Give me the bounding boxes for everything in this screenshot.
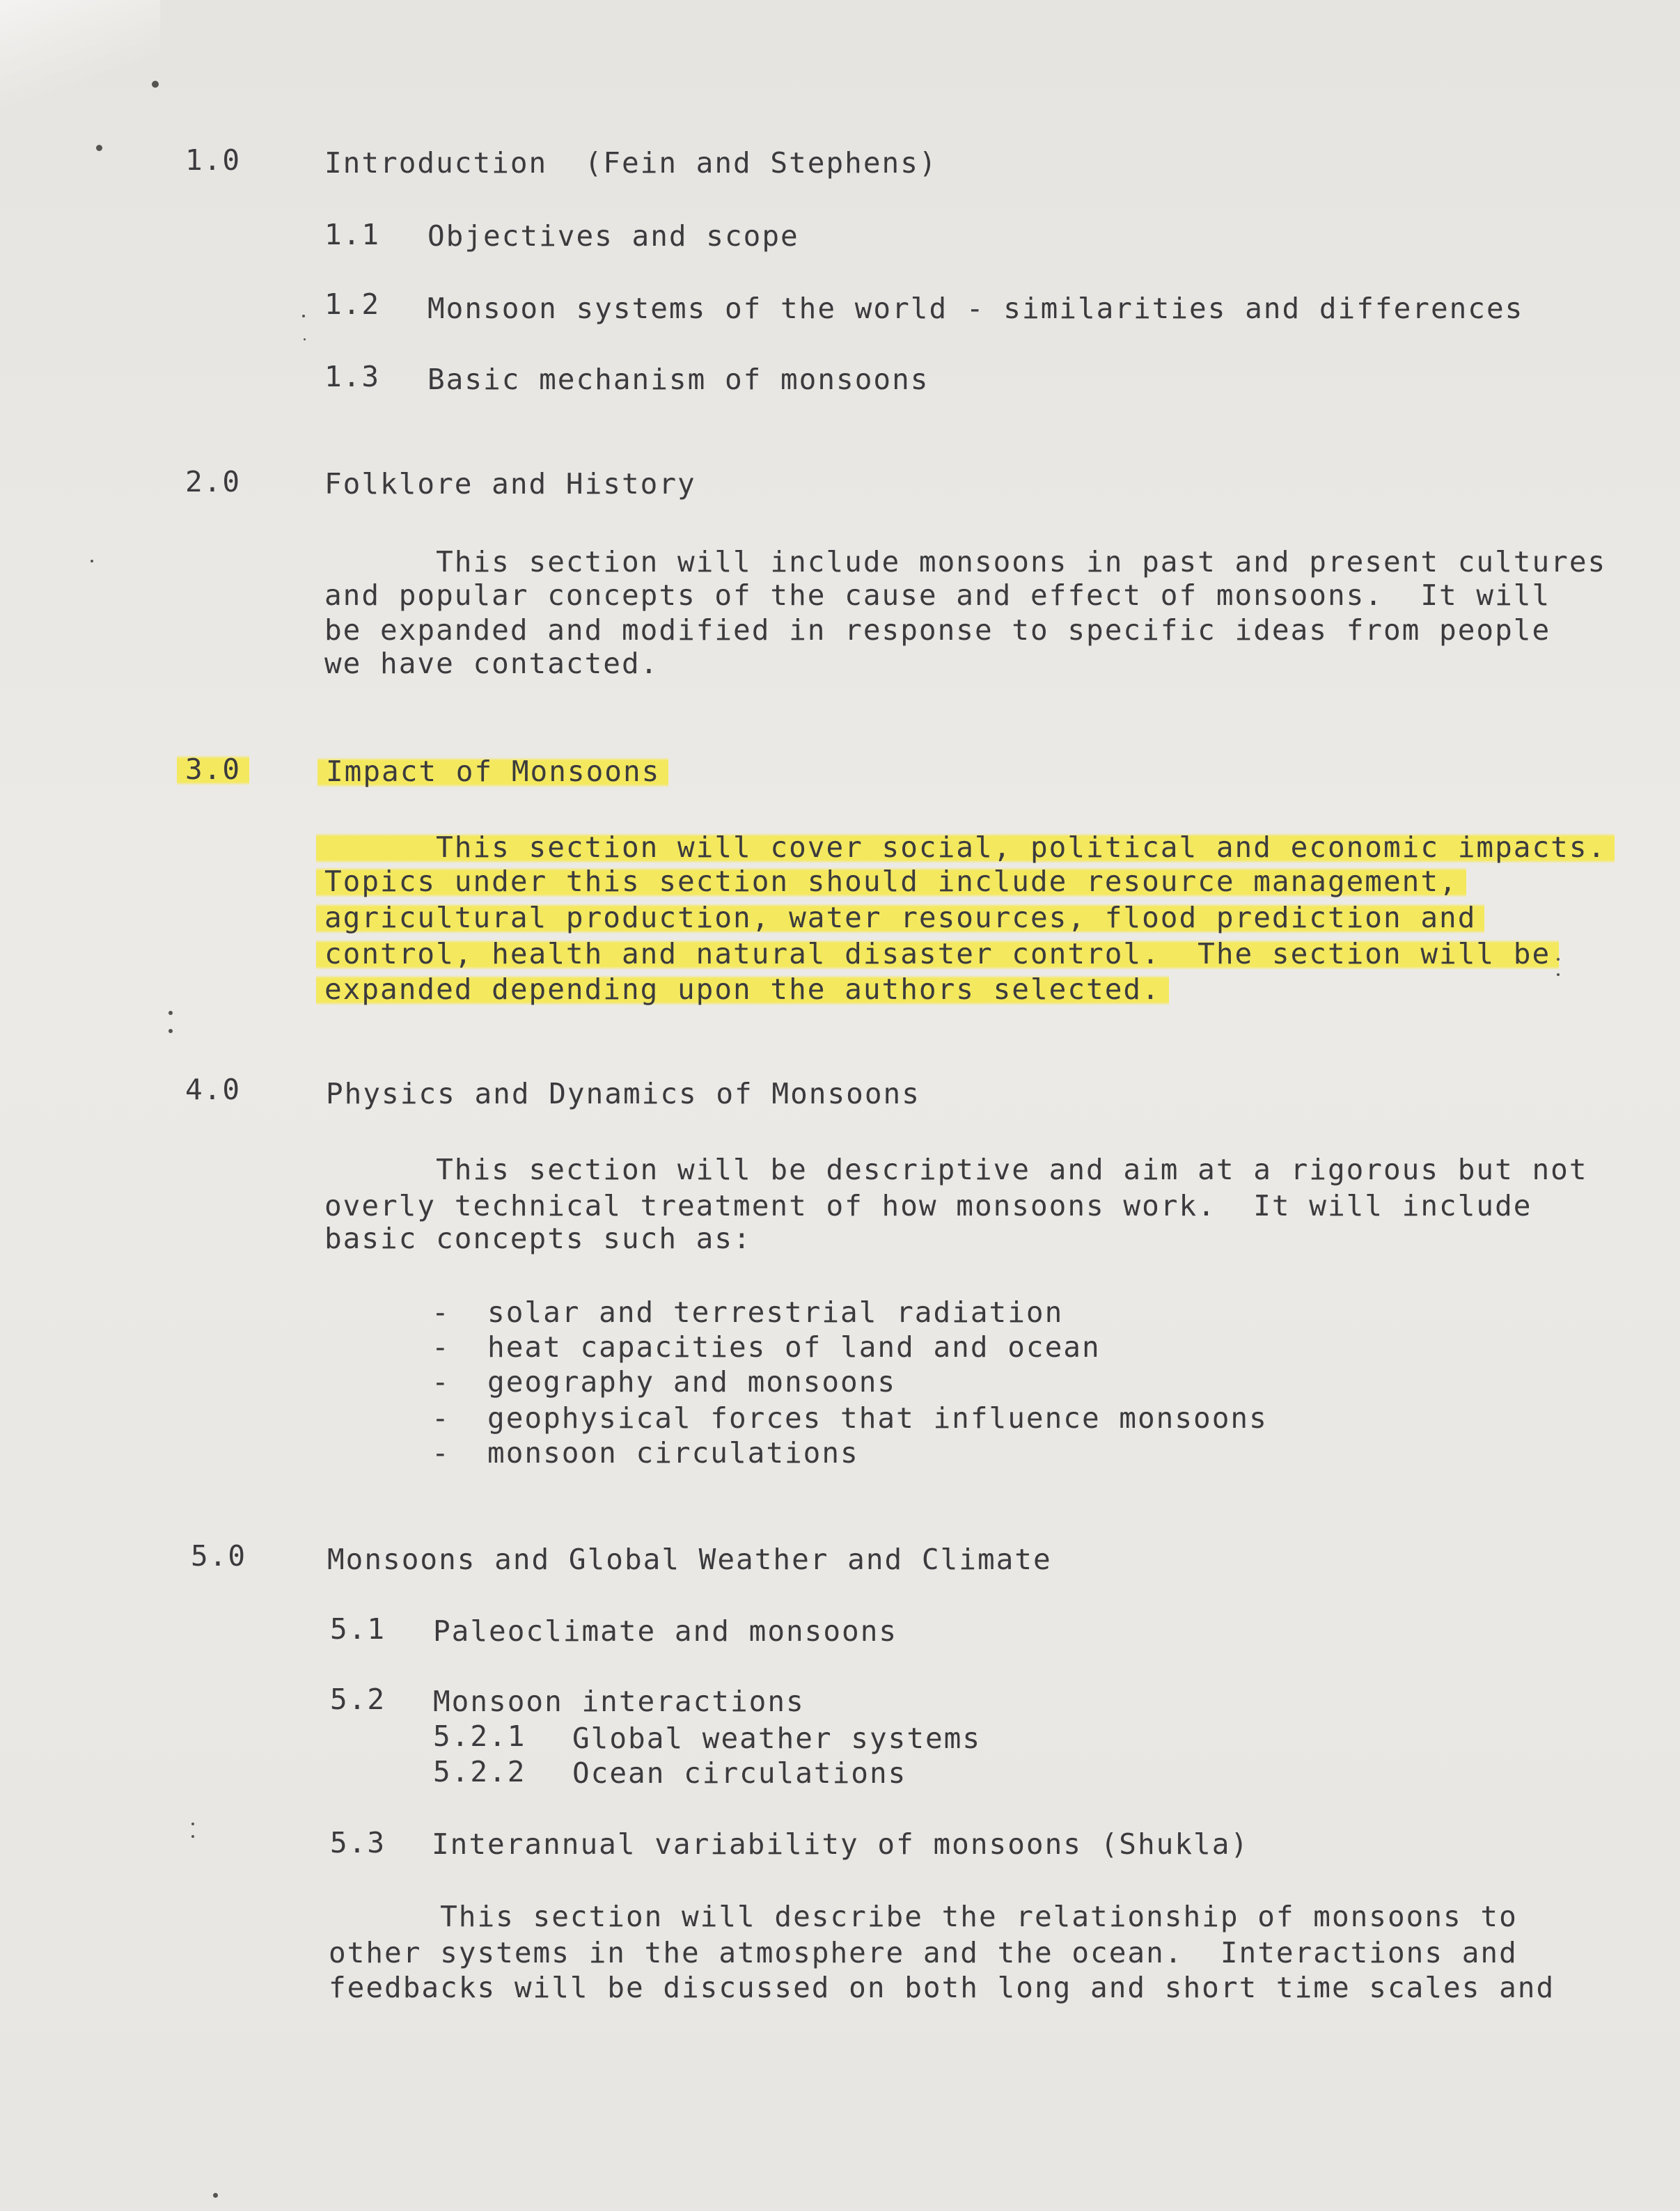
section-number: 2.0 [185, 465, 242, 498]
paragraph-line: we have contacted. [324, 647, 659, 680]
highlighted-text: expanded depending upon the authors selected. [316, 973, 1169, 1006]
paragraph-line: feedbacks will be discussed on both long and short time scales and [329, 1971, 1555, 2004]
scan-speck [168, 1011, 173, 1015]
paragraph-line: This section will include monsoons in past and present cultures [324, 545, 1607, 579]
subsection-title: Interannual variability of monsoons (Shukla) [432, 1827, 1250, 1861]
subsection-title: Basic mechanism of monsoons [427, 363, 929, 396]
highlighted-text: Impact of Monsoons [317, 755, 668, 788]
bullet-item: - heat capacities of land and ocean [432, 1330, 1101, 1364]
section-number: 4.0 [185, 1073, 242, 1106]
section-number [185, 752, 241, 787]
paragraph-line: basic concepts such as: [324, 1222, 752, 1255]
highlighted-text: agricultural production, water resources, flood prediction and [316, 901, 1484, 934]
subsection-number: 5.3 [330, 1826, 386, 1859]
scan-speck [304, 338, 306, 340]
subsection-number: 1.2 [324, 288, 381, 321]
scan-speck [1557, 973, 1560, 976]
paragraph-line: and popular concepts of the cause and effect of monsoons. It will [324, 579, 1551, 612]
subsection-title: Paleoclimate and monsoons [433, 1614, 898, 1648]
paragraph-line: be expanded and modified in response to specific ideas from people [324, 613, 1551, 647]
section-title: Folklore and History [324, 467, 696, 501]
highlighted-text: Topics under this section should include resource management, [316, 865, 1466, 898]
section-title: Physics and Dynamics of Monsoons [326, 1077, 920, 1110]
highlighted-text: control, health and natural disaster control. The section will be [316, 937, 1559, 970]
scan-speck [302, 315, 305, 317]
bullet-item: - geography and monsoons [432, 1365, 897, 1399]
subsubsection-number: 5.2.1 [433, 1720, 526, 1753]
subsection-number: 1.3 [324, 360, 381, 393]
section-number: 1.0 [185, 143, 242, 177]
subsubsection-number: 5.2.2 [433, 1755, 526, 1788]
paragraph-line: other systems in the atmosphere and the ocean. Interactions and [329, 1936, 1518, 1969]
paragraph-line [324, 830, 1606, 865]
paragraph-line [324, 900, 1476, 936]
subsection-title: Objectives and scope [427, 219, 799, 253]
bullet-item: - geophysical forces that influence monsoons [432, 1401, 1268, 1435]
section-title: Introduction (Fein and Stephens) [324, 146, 938, 180]
paper-crease [0, 0, 160, 132]
scan-speck [191, 1823, 194, 1825]
subsection-title: Monsoon interactions [433, 1685, 805, 1718]
bullet-item: - solar and terrestrial radiation [432, 1296, 1064, 1329]
scan-speck [213, 2193, 218, 2198]
highlighted-text: This section will cover social, political and economic impacts. [316, 831, 1615, 864]
highlighted-text: 3.0 [177, 753, 249, 786]
scan-speck [152, 81, 159, 88]
scan-speck [191, 1835, 194, 1838]
scan-speck [96, 145, 102, 151]
scan-speck [1557, 958, 1560, 961]
section-title: Monsoons and Global Weather and Climate [327, 1543, 1052, 1576]
subsection-title: Monsoon systems of the world - similarities and differences [427, 292, 1524, 325]
subsubsection-title: Global weather systems [572, 1722, 982, 1755]
bullet-item: - monsoon circulations [432, 1436, 859, 1470]
paragraph-line: This section will describe the relationship of monsoons to [329, 1900, 1518, 1933]
paragraph-line: overly technical treatment of how monsoons work. It will include [324, 1189, 1532, 1222]
subsubsection-title: Ocean circulations [572, 1756, 907, 1790]
paragraph-line: This section will be descriptive and aim at a rigorous but not [324, 1153, 1588, 1186]
subsection-number: 1.1 [324, 218, 381, 251]
paragraph-line [324, 864, 1458, 899]
scan-speck [91, 560, 93, 562]
section-number: 5.0 [191, 1539, 247, 1573]
paragraph-line [324, 972, 1161, 1007]
section-title [326, 754, 660, 789]
subsection-number: 5.1 [330, 1612, 386, 1646]
subsection-number: 5.2 [330, 1683, 386, 1716]
scan-speck [168, 1029, 173, 1033]
paragraph-line [324, 936, 1551, 972]
